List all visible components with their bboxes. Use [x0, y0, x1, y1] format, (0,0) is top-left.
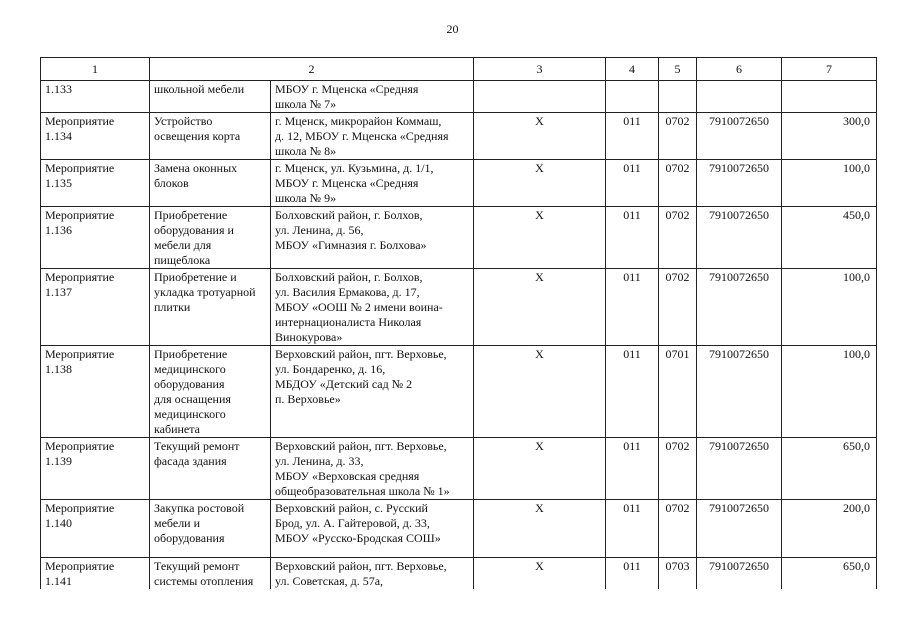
row-col6 [697, 81, 782, 113]
row-number: Мероприятие 1.139 [41, 438, 150, 500]
row-col3: X [474, 113, 606, 160]
row-number: Мероприятие 1.138 [41, 346, 150, 438]
row-col5: 0701 [659, 346, 697, 438]
row-col4: 011 [606, 113, 659, 160]
table-row [41, 160, 877, 207]
row-measure: Приобретение медицинского оборудования для оснащения медицинского кабинета [150, 346, 271, 438]
row-col4: 011 [606, 500, 659, 558]
row-col6: 7910072650 [697, 438, 782, 500]
table-row [41, 438, 877, 500]
table-row [41, 113, 877, 160]
row-col5: 0702 [659, 438, 697, 500]
row-col7: 650,0 [782, 558, 877, 590]
row-number: Мероприятие 1.135 [41, 160, 150, 207]
row-col4: 011 [606, 160, 659, 207]
row-col5: 0702 [659, 269, 697, 346]
header-row [41, 58, 877, 81]
row-measure: Закупка ростовой мебели и оборудования [150, 500, 271, 558]
row-col4: 011 [606, 346, 659, 438]
row-col3: X [474, 438, 606, 500]
row-col7 [782, 81, 877, 113]
row-col5: 0702 [659, 500, 697, 558]
row-measure: Приобретение и укладка тротуарной плитки [150, 269, 271, 346]
row-col3: X [474, 269, 606, 346]
row-col7: 100,0 [782, 269, 877, 346]
table-row [41, 558, 877, 590]
row-col5: 0702 [659, 113, 697, 160]
row-number: Мероприятие 1.136 [41, 207, 150, 269]
row-measure: Приобретение оборудования и мебели для пищеблока [150, 207, 271, 269]
table-row [41, 346, 877, 438]
row-col6: 7910072650 [697, 160, 782, 207]
row-measure: Устройство освещения корта [150, 113, 271, 160]
row-col3: X [474, 346, 606, 438]
row-col7: 100,0 [782, 160, 877, 207]
col-header-3: 3 [474, 58, 606, 81]
row-col5: 0702 [659, 207, 697, 269]
row-col4: 011 [606, 558, 659, 590]
row-col7: 450,0 [782, 207, 877, 269]
row-col6: 7910072650 [697, 207, 782, 269]
row-col4: 011 [606, 269, 659, 346]
row-col3: X [474, 207, 606, 269]
row-measure: Замена оконных блоков [150, 160, 271, 207]
row-address: Болховский район, г. Болхов, ул. Ленина, д. 56, МБОУ «Гимназия г. Болхова» [271, 207, 474, 269]
row-address: Верховский район, пгт. Верховье, ул. Советская, д. 57а, [271, 558, 474, 590]
row-col6: 7910072650 [697, 269, 782, 346]
table-row [41, 500, 877, 558]
row-address: Верховский район, пгт. Верховье, ул. Бондаренко, д. 16, МБДОУ «Детский сад № 2 п. Верховье» [271, 346, 474, 438]
row-col4: 011 [606, 207, 659, 269]
row-number: Мероприятие 1.141 [41, 558, 150, 590]
row-address: г. Мценск, ул. Кузьмина, д. 1/1, МБОУ г. Мценска «Средняя школа № 9» [271, 160, 474, 207]
col-header-5: 5 [659, 58, 697, 81]
col-header-4: 4 [606, 58, 659, 81]
row-number: Мероприятие 1.134 [41, 113, 150, 160]
row-address: г. Мценск, микрорайон Коммаш, д. 12, МБОУ г. Мценска «Средняя школа № 8» [271, 113, 474, 160]
row-col7: 650,0 [782, 438, 877, 500]
row-col4 [606, 81, 659, 113]
row-col5 [659, 81, 697, 113]
row-number: Мероприятие 1.140 [41, 500, 150, 558]
table-row [41, 269, 877, 346]
row-col3: X [474, 500, 606, 558]
row-col3: X [474, 558, 606, 590]
row-address: МБОУ г. Мценска «Средняя школа № 7» [271, 81, 474, 113]
table-row [41, 207, 877, 269]
row-col6: 7910072650 [697, 500, 782, 558]
row-col7: 300,0 [782, 113, 877, 160]
row-number: 1.133 [41, 81, 150, 113]
row-col5: 0702 [659, 160, 697, 207]
row-address: Болховский район, г. Болхов, ул. Василия Ермакова, д. 17, МБОУ «ООШ № 2 имени воина- интернационалиста Николая Винокурова» [271, 269, 474, 346]
row-measure: Текущий ремонт системы отопления [150, 558, 271, 590]
row-col6: 7910072650 [697, 346, 782, 438]
row-address: Верховский район, пгт. Верховье, ул. Ленина, д. 33, МБОУ «Верховская средняя общеобразовательная школа № 1» [271, 438, 474, 500]
row-col7: 100,0 [782, 346, 877, 438]
col-header-2: 2 [150, 58, 474, 81]
row-col3: X [474, 160, 606, 207]
row-number: Мероприятие 1.137 [41, 269, 150, 346]
col-header-6: 6 [697, 58, 782, 81]
table-row [41, 81, 877, 113]
row-col5: 0703 [659, 558, 697, 590]
row-col6: 7910072650 [697, 558, 782, 590]
row-measure: школьной мебели [150, 81, 271, 113]
page-number: 20 [446, 22, 459, 36]
row-col3 [474, 81, 606, 113]
budget-table [40, 57, 877, 589]
row-measure: Текущий ремонт фасада здания [150, 438, 271, 500]
row-col6: 7910072650 [697, 113, 782, 160]
col-header-1: 1 [41, 58, 150, 81]
row-col4: 011 [606, 438, 659, 500]
row-col7: 200,0 [782, 500, 877, 558]
col-header-7: 7 [782, 58, 877, 81]
row-address: Верховский район, с. Русский Брод, ул. А. Гайтеровой, д. 33, МБОУ «Русско-Бродская СОШ» [271, 500, 474, 558]
